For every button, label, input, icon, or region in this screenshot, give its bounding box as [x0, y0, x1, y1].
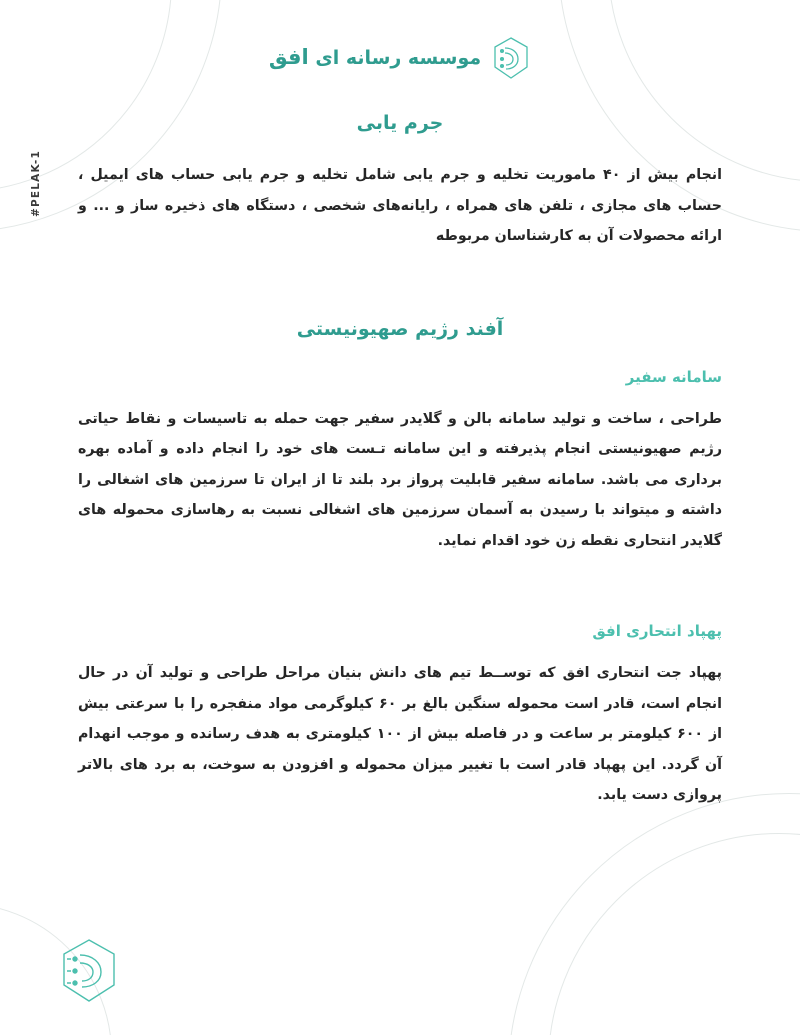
decorative-arc	[508, 793, 800, 1035]
subsection-ofogh-drone	[78, 622, 722, 811]
spacer	[78, 566, 722, 622]
subsection-paragraph: طراحی ، ساخت و تولید سامانه بالن و گلایدر سفیر جهت حمله به تاسیسات و نقاط حیاتی رژیم صهیونیستی انجام پذیرفته و این سامانه تـست های خود را انجام داده و آماده بهره برداری می باشد. سامانه سفیر قابلیت پرواز برد بلند تا از ایران تا سرزمین های اشغالی را داشته و میتواند با رسیدن به آسمان سرزمین های اشغالی نسبت به رهاسازی محموله های گلایدر انتحاری نقطه زن خود اقدام نماید.	[78, 410, 722, 549]
subsection-paragraph: پهپاد جت انتحاری افق که توســط تیم های دانش بنیان مراحل طراحی و تولید آن در حال انجام است، قادر است محموله سنگین بالغ بر ۶۰ کیلوگرمی مواد منفجره را با سرعتی بیش از ۶۰۰ کیلومتر بر ساعت و در فاصله بیش از ۱۰۰ کیلومتری به هدف رسانده و موجب انهدام آن گردد. این پهپاد قادر است با تغییر میزان محموله و افزودن به سوخت، به برد های بالاتر پروازی دست یابد.	[78, 665, 722, 804]
main-section-title: آفند رژیم صهیونیستی	[296, 317, 504, 340]
subsection-safir	[78, 368, 722, 557]
brand-prefix: موسسه رسانه ای	[315, 47, 482, 69]
decorative-arc	[548, 833, 800, 1035]
document-content	[0, 112, 800, 811]
brand-title	[269, 45, 481, 69]
ofogh-circuit-logo-icon	[58, 937, 120, 1005]
ofogh-logo-icon	[491, 36, 531, 78]
section-title: جرم یابی	[356, 112, 444, 134]
section-main	[78, 318, 722, 811]
subsection-title: سامانه سفیر	[625, 367, 722, 386]
brand-name: افق	[268, 45, 309, 69]
document-header	[0, 0, 800, 78]
page-code-label: #PELAK-1	[30, 150, 42, 217]
subsection-title: پهپاد انتحاری افق	[592, 622, 722, 641]
section-forensics	[78, 112, 722, 252]
section-paragraph: انجام بیش از ۴۰ ماموریت تخلیه و جرم یابی شامل تخلیه و جرم یابی حساب های ایمیل ، حساب های مجازی ، تلفن های همراه ، رایانه‌های شخصی ، دستگاه های ذخیره ساز و ... و ارائه محصولات آن به کارشناسان مربوطه	[78, 167, 722, 245]
